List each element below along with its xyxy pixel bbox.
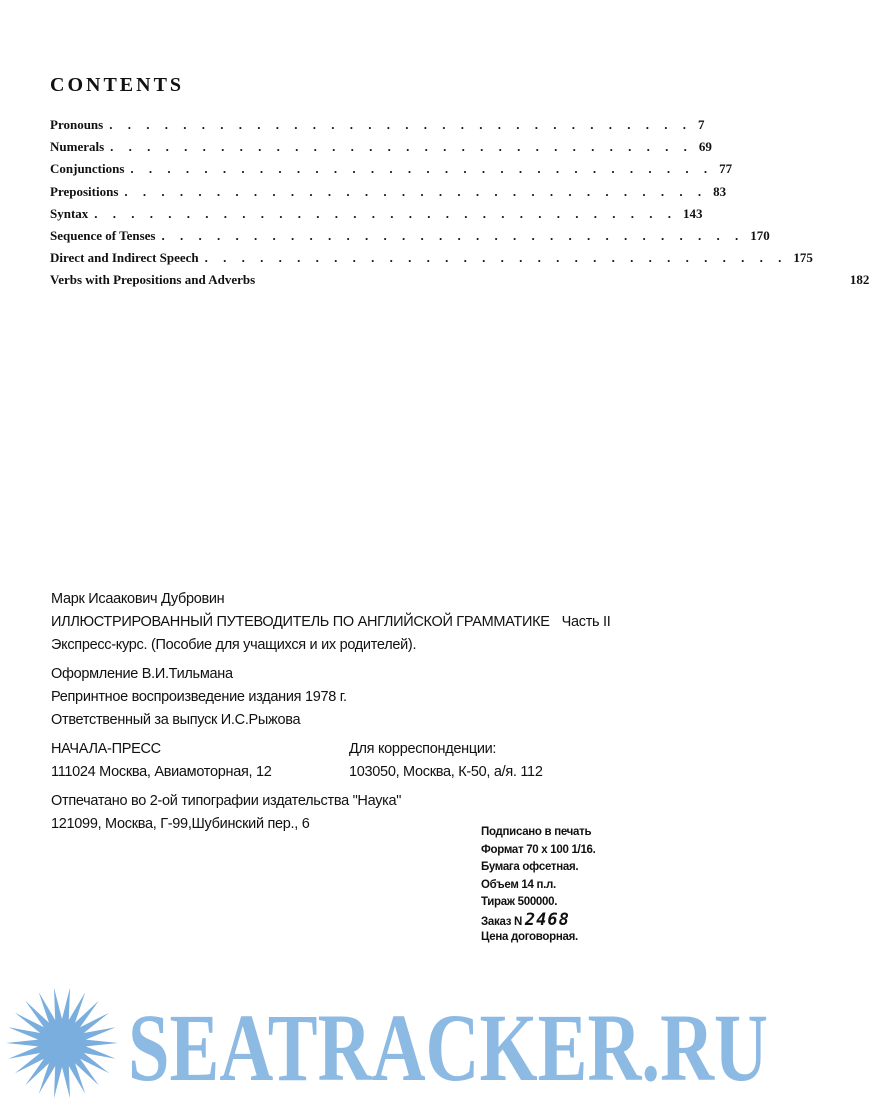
toc-entry-title: Pronouns [50,117,104,132]
toc-entry [50,250,813,272]
toc-entry [50,205,703,228]
design-credit: Оформление В.И.Тильмана [51,666,233,682]
part-label: Часть II [561,614,611,630]
toc-entry-page: 182 [849,272,869,288]
toc-entry-title: Direct and Indirect Speech [50,250,199,266]
circulation-line: Тираж 500000. [481,896,558,908]
toc-leader-dots: . . . . . . . . . . . . . . . . . . . . . . . . . . . . . . . . [124,183,708,199]
printer-address: 121099, Москва, Г-99,Шубинский пер., 6 [51,816,310,832]
reprint-note: Репринтное воспроизведение издания 1978 г. [51,689,347,705]
price-line: Цена договорная. [481,931,578,943]
toc-entry-title: Sequence of Tenses [50,227,156,243]
toc-entry-title: Prepositions [50,183,119,199]
toc-entry-page: 143 [683,205,703,221]
toc-entry-title: Verbs with Prepositions and Adverbs [50,272,256,288]
format-line: Формат 70 х 100 1/16. [481,843,596,856]
toc-entry-page: 7 [697,117,705,132]
author-name: Марк Исаакович Дубровин [51,591,225,607]
publisher-contacts [51,738,691,784]
sunburst-icon [6,988,118,1099]
toc-leader-dots: . . . . . . . . . . . . . . . . . . . . . . . . . . . . . . . . [161,227,745,243]
order-line [481,909,596,930]
signed-line: Подписано в печать [481,826,592,838]
contents-heading: CONTENTS [50,74,185,96]
printer-name: Отпечатано во 2-ой типографии издательства "Наука" [51,793,402,809]
toc-leader-dots: . . . . . . . . . . . . . . . . . . . . . . . . . . . . . . . . [110,139,693,155]
sunburst-core [40,1021,84,1065]
book-title: ИЛЛЮСТРИРОВАННЫЙ ПУТЕВОДИТЕЛЬ ПО АНГЛИЙСКОЙ ГРАММАТИКЕ [51,614,550,630]
toc-entry [50,227,770,250]
toc-entry [50,117,705,139]
toc-entry [50,139,712,161]
toc-entry-title: Conjunctions [50,161,125,177]
course-description: Экспресс-курс. (Пособие для учащихся и их родителей). [51,637,417,653]
toc-entry-page: 83 [713,183,727,199]
toc-leader-dots: . . . . . . . . . . . . . . . . . . . . . . . . . . . . . . . . [94,205,678,221]
book-title-line [51,611,691,634]
watermark-text: SEATRACKER.RU [128,994,768,1101]
toc-entry-page: 170 [750,227,770,243]
toc-entry-page: 69 [698,139,712,155]
toc-entry [50,272,869,294]
toc-entry-title: Syntax [50,205,89,221]
responsible-editor: Ответственный за выпуск И.С.Рыжова [51,712,301,728]
publisher-address: 111024 Москва, Авиамоторная, 12 [51,764,272,780]
toc-leader-dots: . . . . . . . . . . . . . . . . . . . . . . . . . . . . . . . . [204,250,788,266]
toc-entry [50,161,733,183]
publisher-name: НАЧАЛА-ПРЕСС [51,741,161,757]
toc-leader-dots: . . . . . . . . . . . . . . . . . . . . . . . . . . . . . . . . [130,161,714,177]
toc-leader-dots: . . . . . . . . . . . . . . . . . . . . . . . . . . . . . . . . [109,117,692,132]
watermark [0,985,779,1101]
correspondence-label: Для корреспонденции: [349,741,497,757]
order-label: Заказ N [481,915,523,928]
paper-line: Бумага офсетная. [481,861,579,873]
table-of-contents [50,117,869,295]
imprint-block [51,588,691,836]
correspondence-address: 103050, Москва, К-50, а/я. 112 [349,764,543,780]
print-specs [481,824,596,947]
toc-entry [50,183,727,206]
toc-entry-page: 175 [793,250,813,266]
order-number: 2468 [524,909,570,930]
toc-entry-title: Numerals [50,139,105,155]
toc-entry-page: 77 [719,161,733,177]
volume-line: Объем 14 п.л. [481,878,556,891]
